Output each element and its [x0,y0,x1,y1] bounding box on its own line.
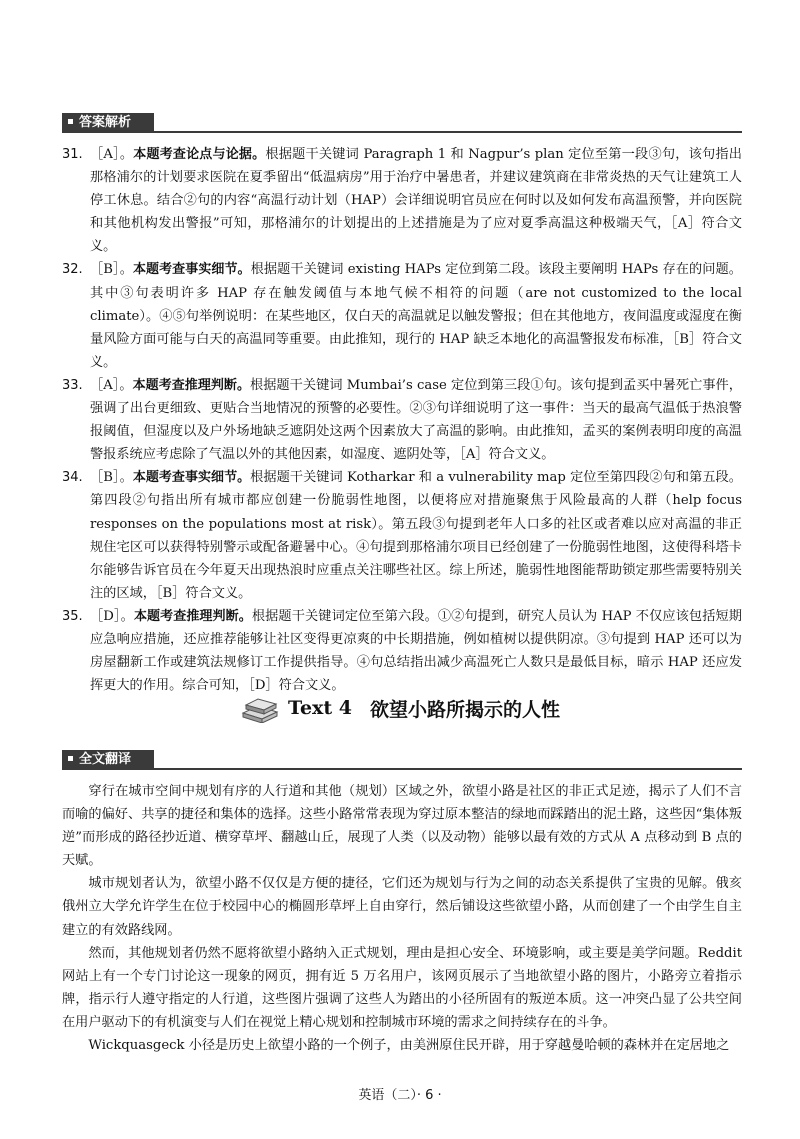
answer-topic: 本题考查论点与论据。 [133,147,266,162]
text-number: Text 4 [287,697,352,719]
answer-option: ［A］。 [90,377,133,393]
answer-item [62,374,742,466]
answer-body: 根据题干关键词定位至第六段。①②句提到，研究人员认为 HAP 不仅应该包括短期应急响应措施，还应推荐能够让社区变得更凉爽的中长期措施，例如植树以提供阴凉。③句提到 HAP 还可以为房屋翻新工作或建筑法规修订工作提供指导。④句总结指出减少高温死亡人数只是最低目标，暗示 HAP 还应发挥更大的作用。综合可知，［D］符合文义。 [90,608,742,694]
answer-item [62,143,742,258]
answer-topic: 本题考查推理判断。 [133,608,252,624]
answer-topic: 本题考查推理判断。 [132,377,250,393]
section-rule [62,768,742,770]
translation-paragraph: Wickquasgeck 小径是历史上欲望小路的一个例子，由美洲原住民开辟，用于穿越曼哈顿的森林并在定居地之 [88,1038,730,1054]
answer-item [62,466,742,605]
answer-body: 根据题干关键词 existing HAPs 定位到第二段。该段主要阐明 HAPs 存在的问题。其中③句表明许多 HAP 存在触发阈值与本地气候不相符的问题（are not customized to the local climate）。④⑤句举例说明：在某些地区，仅白天的高温就足以触发警报；但在其他地方，夜间温度或湿度在衡量风险方面可能与白天的高温同等重要。由此推知，现行的 HAP 缺乏本地化的高温警报发布标准，［B］符合文义。 [90,262,742,370]
answer-number: 32. [62,262,83,278]
answer-number: 33. [62,377,83,393]
text-heading [0,693,800,729]
bullet-icon [68,119,73,124]
answer-topic: 本题考查事实细节。 [132,470,251,486]
translation-body [62,780,742,1057]
answer-item [62,605,742,697]
answer-body: 根据题干关键词 Mumbai’s case 定位到第三段①句。该句提到孟买中暑死亡事件，强调了出台更细致、更贴合当地情况的预警的必要性。②③句详细说明了这一事件：当天的最高气温低于热浪警报阈值，但湿度以及户外场地缺乏遮阴处这两个因素放大了高温的影响。由此推知，孟买的案例表明印度的高温警报系统应考虑除了气温以外的其他因素，如湿度、遮阴处等，［A］符合文义。 [90,377,742,463]
answer-option: ［B］。 [90,262,133,278]
answer-number: 31. [62,147,83,162]
translation-paragraph: 然而，其他规划者仍然不愿将欲望小路纳入正式规划，理由是担心安全、环境影响，或主要是美学问题。Reddit 网站上有一个专门讨论这一现象的网页，拥有近 5 万名用户，该网页展示了当地欲望小路的图片，小路旁立着指示牌，指示行人遵守指定的人行道，这些图片强调了这些人为踏出的小径所固有的叛逆本质。这一冲突凸显了公共空间在用户驱动下的有机演变与人们在视觉上精心规划和控制城市环境的需求之间持续存在的斗争。 [62,945,742,1030]
answer-body: 根据题干关键词 Kotharkar 和 a vulnerability map 定位至第四段②句和第五段。第四段②句指出所有城市都应创建一份脆弱性地图，以便将应对措施聚焦于风险最高的人群（help focus responses on the populations most at risk）。第五段③句提到老年人口多的社区或者难以应对高温的非正规住宅区可以获得特别警示或配备避暑中心。④句提到那格浦尔项目已经创建了一份脆弱性地图，这使得科塔卡尔能够告诉官员在今年夏天出现热浪时应重点关注哪些社区。综上所述，脆弱性地图能帮助锁定那些需要特别关注的区域，［B］符合文义。 [90,470,742,601]
answer-number: 34. [62,470,83,486]
translation-paragraph: 城市规划者认为，欲望小路不仅仅是方便的捷径，它们还为规划与行为之间的动态关系提供了宝贵的见解。俄亥俄州立大学允许学生在位于校园中心的椭圆形草坪上自由穿行，然后铺设这些欲望小路，从而创建了一个由学生自主建立的有效路线网。 [62,876,742,938]
answer-list [62,143,742,697]
section-tab [62,750,154,770]
answer-option: ［B］。 [90,470,133,486]
answer-body: 根据题干关键词 Paragraph 1 和 Nagpur’s plan 定位至第一段③句，该句指出那格浦尔的计划要求医院在夏季留出“低温病房”用于治疗中暑患者，并建议建筑商在非常炎热的天气让建筑工人停工休息。结合②句的内容“高温行动计划（HAP）会详细说明官员应在何时以及如何发布高温预警，并向医院和其他机构发出警报”可知，那格浦尔的计划提出的上述措施是为了应对夏季高温这种极端天气，［A］符合文义。 [90,147,742,255]
answer-topic: 本题考查事实细节。 [132,262,251,278]
page-footer: 英语（二）· 6 · [358,1088,442,1103]
translation-paragraph: 穿行在城市空间中规划有序的人行道和其他（规划）区域之外，欲望小路是社区的非正式足迹，揭示了人们不言而喻的偏好、共享的捷径和集体的选择。这些小路常常表现为穿过原本整洁的绿地而踩踏出的泥土路，这些因“集体叛逆”而形成的路径抄近道、横穿草坪、翻越山丘，展现了人类（以及动物）能够以最有效的方式从 A 点移动到 B 点的天赋。 [62,784,742,869]
answer-number: 35. [62,608,83,624]
answer-analysis-header [62,113,742,133]
books-icon [240,693,280,723]
section-tab-label: 全文翻译 [79,752,132,767]
section-rule [62,131,742,133]
answer-option: ［A］。 [90,147,134,162]
section-tab [62,113,154,133]
text-title: 欲望小路所揭示的人性 [369,698,560,721]
section-tab-label: 答案解析 [79,115,132,130]
full-translation-header [62,750,742,770]
answer-option: ［D］。 [90,608,134,624]
answer-item [62,258,742,373]
bullet-icon [68,756,73,761]
